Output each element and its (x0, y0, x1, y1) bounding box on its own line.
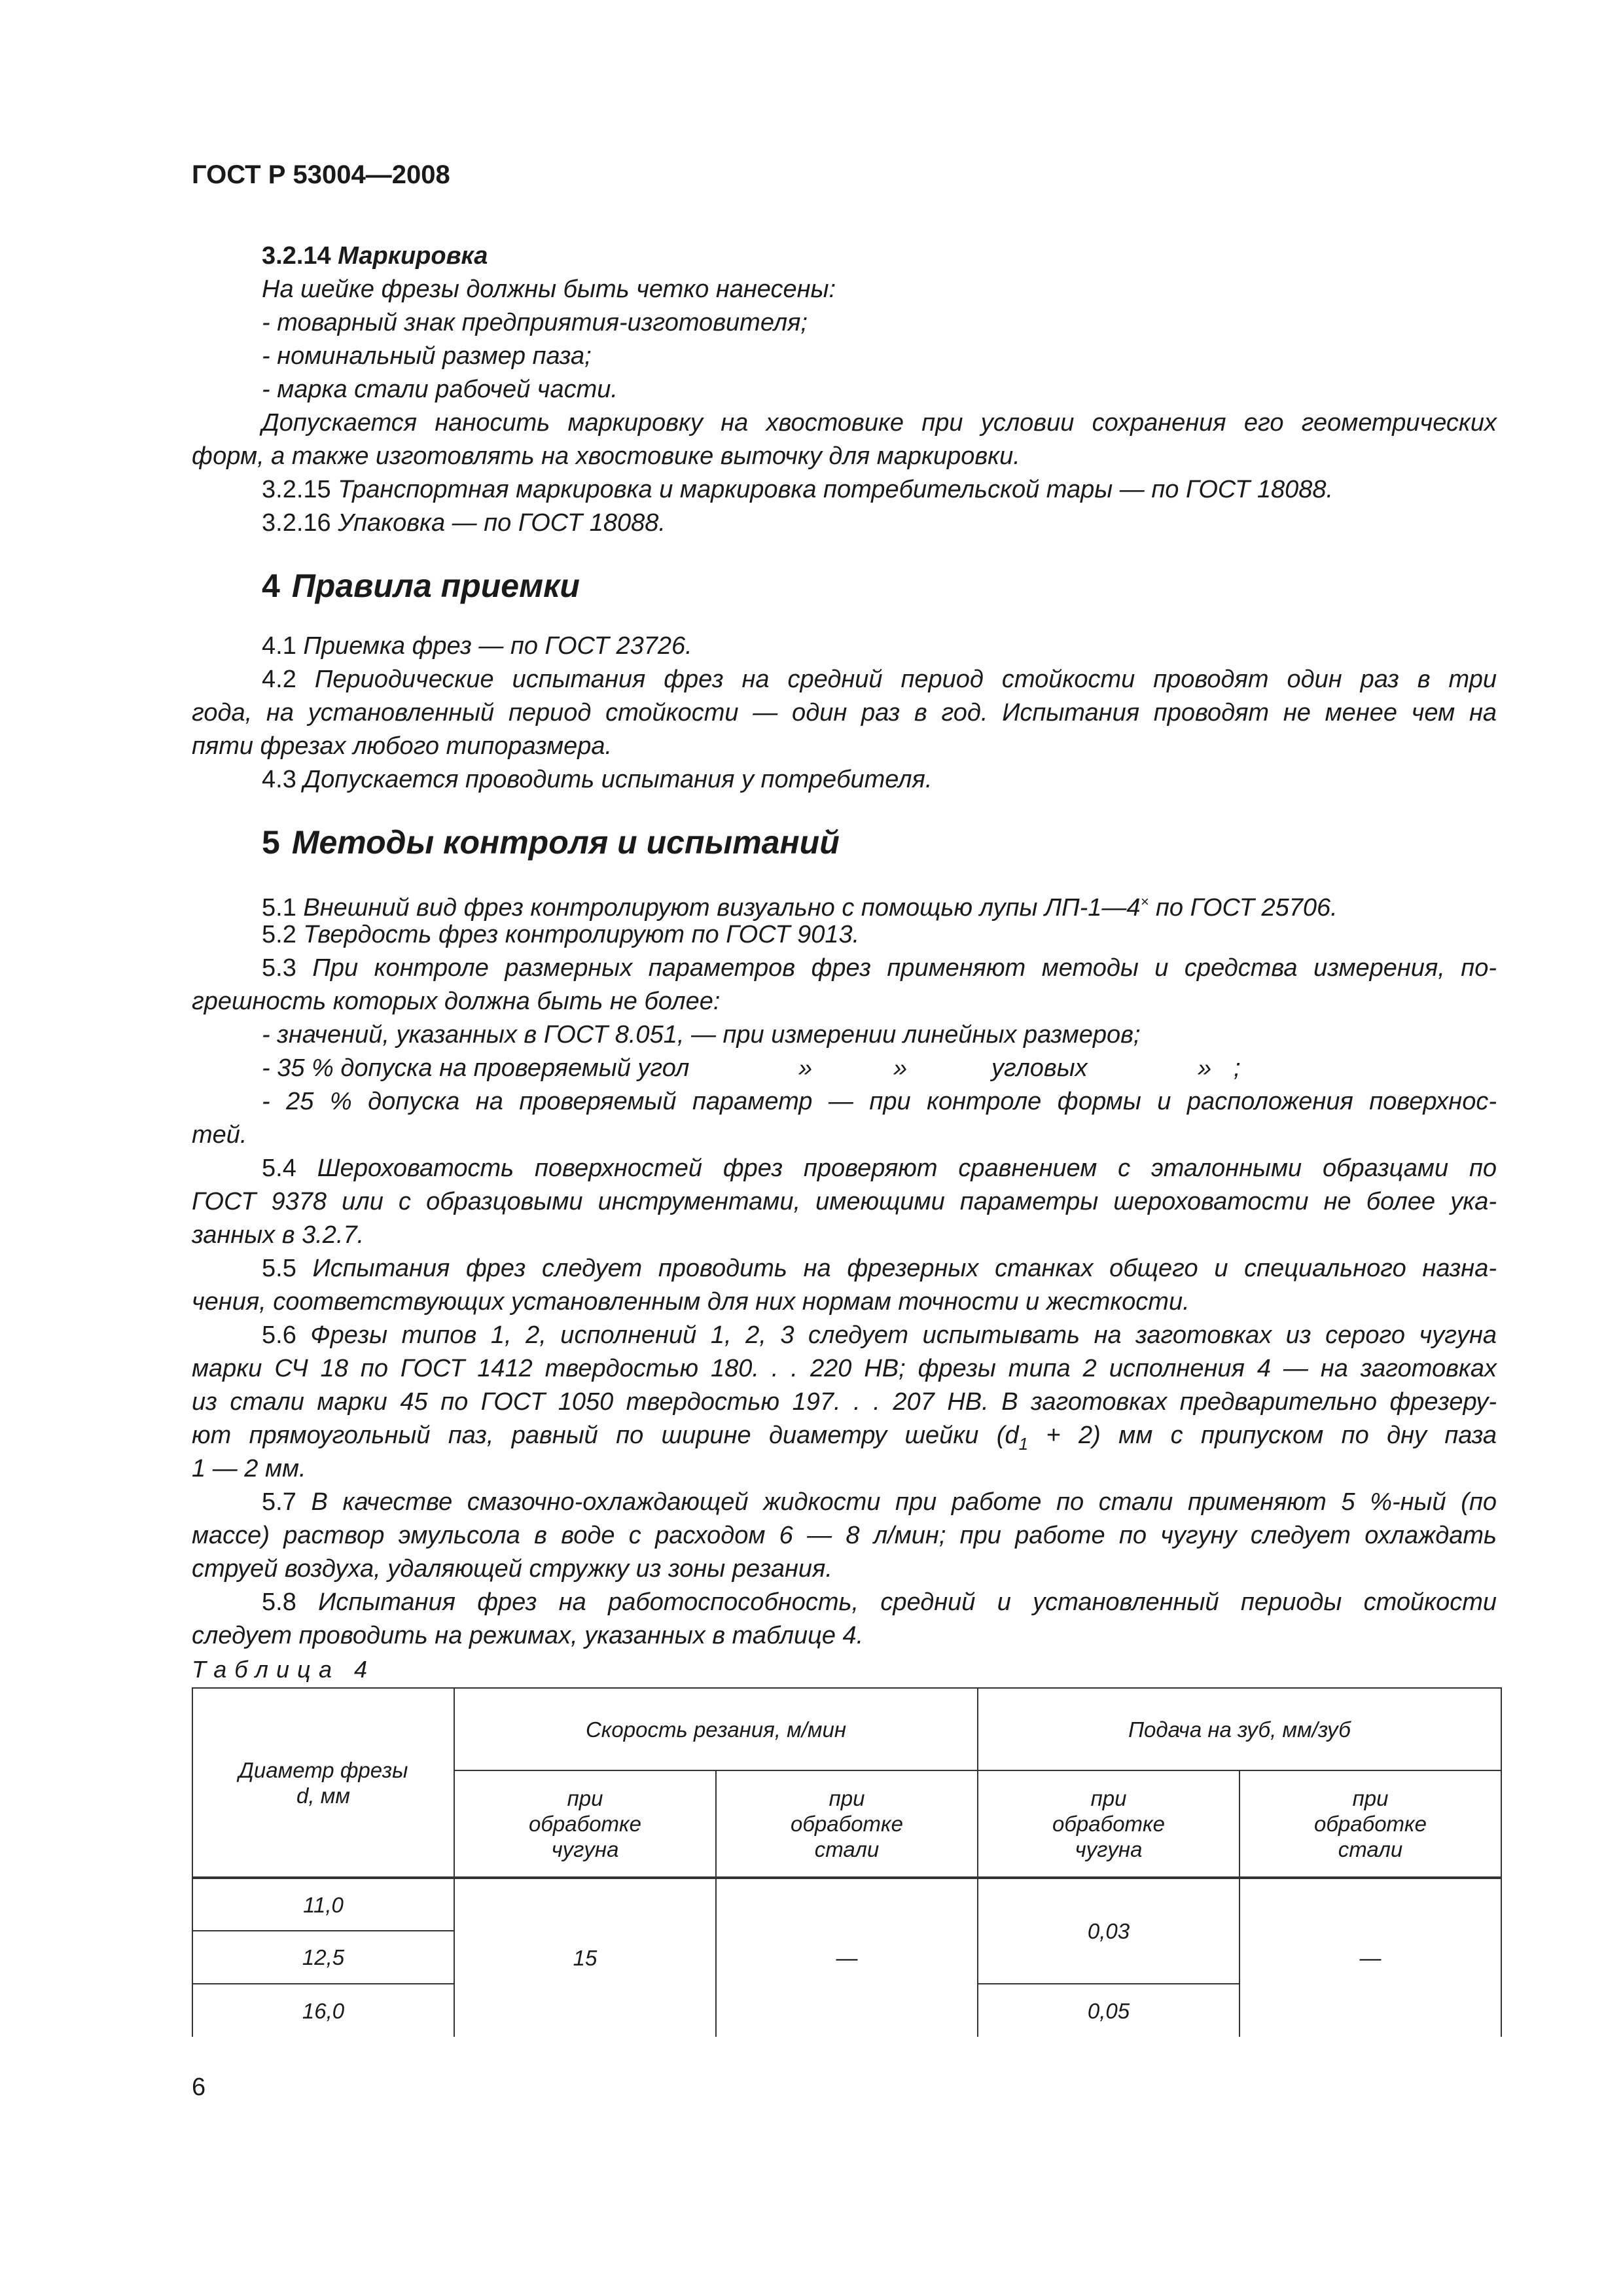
clause-text: При контроле размерных параметров фрез применяют методы и средства измерения, по- (312, 954, 1497, 982)
clause-3-2-16 (262, 507, 666, 540)
clause-text: Шероховатость поверхностей фрез проверяют сравнением с эталонными образцами по (317, 1155, 1497, 1182)
clause-title: Маркировка (338, 242, 488, 270)
heading-3-2-14 (262, 240, 488, 273)
ditto-mark: » (893, 1054, 908, 1082)
text-line: 1 — 2 мм. (192, 1455, 306, 1482)
list-item (262, 1052, 689, 1085)
subheader-steel (1240, 1770, 1501, 1878)
clause-number: 4.2 (262, 666, 296, 693)
subheader-text: при обработке стали (1314, 1786, 1427, 1861)
header-diameter-text: Диаметр фрезы d, мм (238, 1757, 408, 1808)
subheader-text: при обработке чугуна (529, 1786, 641, 1861)
clause-5-8 (262, 1586, 1497, 1619)
clause-text: Твердость фрез контролируют по ГОСТ 9013. (303, 921, 860, 948)
cell-diameter: 11,0 (192, 1878, 454, 1931)
subscript: 1 (1018, 1434, 1029, 1454)
text-line: Допускается наносить маркировку на хвостовике при условии сохранения его геометрических (262, 409, 1497, 437)
clause-text: по ГОСТ 25706. (1149, 894, 1338, 922)
list-item-text: ; (1234, 1054, 1241, 1082)
text-line: занных в 3.2.7. (192, 1221, 365, 1249)
clause-5-6 (262, 1319, 1497, 1352)
clause-number: 3.2.15 (262, 476, 331, 503)
header-diameter (192, 1688, 454, 1878)
clause-number: 5.4 (262, 1155, 296, 1182)
list-item: - марка стали рабочей части. (262, 376, 618, 403)
header-speed: Скорость резания, м/мин (454, 1688, 978, 1770)
document-header: ГОСТ Р 53004—2008 (192, 160, 450, 189)
text-line: пяти фрезах любого типоразмера. (192, 732, 613, 760)
text-line: из стали марки 45 по ГОСТ 1050 твердостью 197. . . 207 НВ. В заготовках предварительно фрезеру- (192, 1388, 1497, 1416)
text-line: чения, соответствующих установленным для них нормам точности и жесткости. (192, 1288, 1190, 1316)
text-line: ГОСТ 9378 или с образцовыми инструментами, имеющими параметры шероховатости не более ука- (192, 1188, 1497, 1215)
clause-text: Допускается проводить испытания у потребителя. (303, 766, 933, 793)
table-header-row (192, 1688, 1501, 1770)
clause-4-2 (262, 663, 1497, 696)
clause-5-3 (262, 952, 1497, 985)
section-title: Правила приемки (291, 567, 580, 604)
text-line: массе) раствор эмульсола в воде с расходом 6 — 8 л/мин; при работе по чугуну следует охлаждать (192, 1522, 1497, 1549)
subheader-text: при обработке чугуна (1052, 1786, 1165, 1861)
clause-5-7 (262, 1486, 1497, 1519)
header-feed: Подача на зуб, мм/зуб (978, 1688, 1501, 1770)
cell-speed-steel: — (716, 1878, 978, 2037)
list-item: - 25 % допуска на проверяемый параметр — при контроле формы и расположения поверхнос- (262, 1088, 1497, 1115)
clause-5-2 (262, 918, 859, 952)
section-title: Методы контроля и испытаний (291, 824, 840, 861)
list-item: - товарный знак предприятия-изготовителя; (262, 309, 808, 336)
clause-number: 5.8 (262, 1588, 296, 1616)
clause-3-2-15 (262, 473, 1333, 507)
clause-text: В качестве смазочно-охлаждающей жидкости при работе по стали применяют 5 %-ный (по (311, 1488, 1497, 1516)
table-caption: Таблица 4 (192, 1656, 376, 1683)
text-line: форм, а также изготовлять на хвостовике выточку для маркировки. (192, 442, 1020, 470)
subheader-cast (454, 1770, 716, 1878)
text-fragment: + 2) мм с припуском по дну паза (1028, 1422, 1497, 1449)
clause-text: Испытания фрез следует проводить на фрезерных станках общего и специального назна- (312, 1255, 1497, 1282)
text-line (192, 1419, 1497, 1461)
magnification-mark: × (1140, 893, 1149, 910)
clause-4-3 (262, 763, 932, 797)
clause-text: Внешний вид фрез контролируют визуально с помощью лупы ЛП-1—4 (303, 894, 1141, 922)
cell-feed-cast: 0,05 (978, 1984, 1240, 2037)
clause-number: 3.2.14 (262, 242, 331, 270)
clause-4-1 (262, 630, 692, 663)
text-line: марки СЧ 18 по ГОСТ 1412 твердостью 180. . . 220 НВ; фрезы типа 2 исполнения 4 — на заготовках (192, 1355, 1497, 1382)
text-line: тей. (192, 1121, 247, 1149)
clause-number: 3.2.16 (262, 509, 331, 537)
clause-number: 4.1 (262, 632, 296, 660)
list-item: - номинальный размер паза; (262, 342, 592, 370)
page-number: 6 (192, 2073, 206, 2101)
table-row (192, 1878, 1501, 1931)
text-line: струей воздуха, удаляющей стружку из зоны резания. (192, 1555, 832, 1583)
table-4 (192, 1687, 1502, 2037)
clause-number: 5.7 (262, 1488, 296, 1516)
clause-number: 5.2 (262, 921, 296, 948)
list-item: - значений, указанных в ГОСТ 8.051, — при измерении линейных размеров; (262, 1021, 1141, 1049)
text-line: грешность которых должна быть не более: (192, 988, 721, 1015)
clause-5-5 (262, 1252, 1497, 1285)
clause-number: 5.6 (262, 1321, 296, 1349)
cell-feed-steel: — (1240, 1878, 1501, 2037)
clause-text: Испытания фрез на работоспособность, средний и установленный периоды стойкости (318, 1588, 1497, 1616)
clause-text: Приемка фрез — по ГОСТ 23726. (303, 632, 692, 660)
cell-diameter: 16,0 (192, 1984, 454, 2037)
section-number: 4 (262, 567, 280, 604)
list-item-text: угловых (991, 1054, 1088, 1082)
clause-text: Фрезы типов 1, 2, исполнений 1, 2, 3 следует испытывать на заготовках из серого чугуна (310, 1321, 1497, 1349)
list-item-text: - 35 % допуска на проверяемый угол (262, 1054, 690, 1082)
section-5-heading (262, 823, 840, 861)
cell-speed-cast: 15 (454, 1878, 716, 2037)
text-line: следует проводить на режимах, указанных в таблице 4. (192, 1622, 864, 1649)
ditto-mark: » (798, 1054, 813, 1082)
clause-number: 4.3 (262, 766, 296, 793)
clause-text: Упаковка — по ГОСТ 18088. (338, 509, 666, 537)
section-4-heading (262, 567, 580, 605)
clause-number: 5.3 (262, 954, 296, 982)
clause-number: 5.5 (262, 1255, 296, 1282)
cell-feed-cast: 0,03 (978, 1878, 1240, 1984)
text-line: На шейке фрезы должны быть четко нанесены: (262, 276, 836, 303)
section-number: 5 (262, 824, 280, 861)
subheader-cast (978, 1770, 1240, 1878)
ditto-mark: » (1198, 1054, 1212, 1082)
clause-text: Транспортная маркировка и маркировка потребительской тары — по ГОСТ 18088. (338, 476, 1334, 503)
subheader-text: при обработке стали (791, 1786, 903, 1861)
clause-5-4 (262, 1152, 1497, 1185)
text-fragment: ют прямоугольный паз, равный по ширине диаметру шейки (d (192, 1422, 1019, 1449)
cell-diameter: 12,5 (192, 1931, 454, 1984)
text-line: года, на установленный период стойкости — один раз в год. Испытания проводят не менее чем на (192, 699, 1497, 726)
clause-number: 5.1 (262, 894, 296, 922)
clause-text: Периодические испытания фрез на средний период стойкости проводят один раз в три (314, 666, 1497, 693)
subheader-steel (716, 1770, 978, 1878)
